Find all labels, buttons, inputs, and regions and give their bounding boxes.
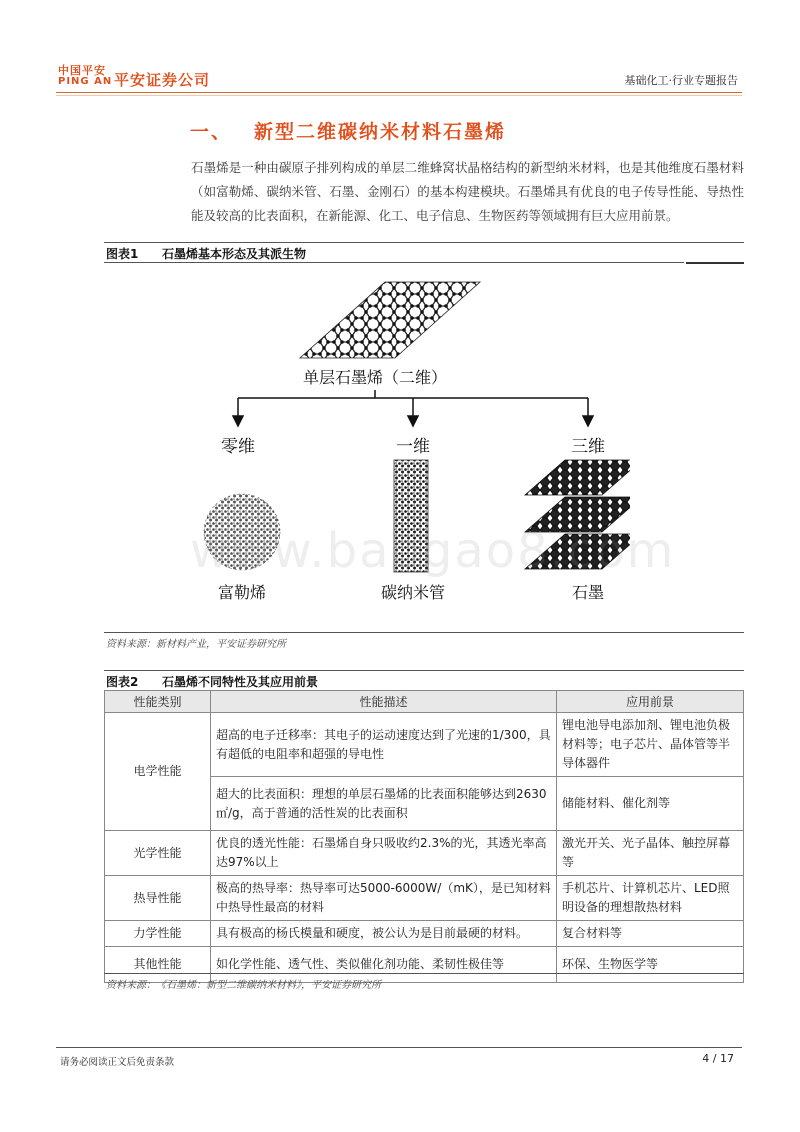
table-row: [105, 713, 744, 777]
dim-label-three: 三维: [571, 437, 605, 457]
figure1-label: 图表1: [106, 247, 139, 261]
row-description: 如化学性能、透气性、类似催化剂功能、柔韧性极佳等: [211, 947, 557, 983]
footer-divider: [56, 1047, 742, 1048]
figure1-top-rule: [104, 242, 744, 243]
top-label: 单层石墨烯（二维）: [302, 368, 448, 387]
row-category: 电学性能: [105, 713, 211, 831]
section-number: 一、: [190, 121, 233, 143]
table-row: [105, 876, 744, 921]
row-category: 力学性能: [105, 921, 211, 947]
figure2-bottom-rule: [104, 973, 744, 974]
figure1-caption-text: 石墨烯基本形态及其派生物: [162, 247, 307, 261]
row-application: 环保、生物医学等: [557, 947, 744, 983]
company-name: 平安证券公司: [114, 71, 211, 89]
branch-arrows: [233, 390, 593, 426]
row-application: 复合材料等: [557, 921, 744, 947]
logo-cn: 中国平安: [58, 64, 106, 77]
page-number: 4 / 17: [702, 1052, 734, 1065]
row-application: 手机芯片、计算机芯片、LED照明设备的理想散热材料: [557, 876, 744, 921]
row-application: 锂电池导电添加剂、锂电池负极材料等；电子芯片、晶体管等半导体器件: [557, 713, 744, 777]
table-row: [105, 831, 744, 876]
row-description: 超高的电子迁移率：其电子的运动速度达到了光速的1/300，具有超低的电阻率和超强的导电性: [211, 713, 557, 777]
row-description: 极高的热导率：热导率可达5000-6000W/（mK），是已知材料中热导性最高的材料: [211, 876, 557, 921]
header-divider-thin: [56, 95, 742, 96]
logo-en: PING AN: [58, 76, 113, 87]
footer-disclaimer[interactable]: 请务必阅读正文后免责条款: [60, 1057, 175, 1068]
figure2-caption-text: 石墨烯不同特性及其应用前景: [162, 675, 319, 689]
report-type: 基础化工·行业专题报告: [624, 74, 738, 87]
header-application: 应用前景: [557, 691, 744, 713]
header-divider: [56, 92, 742, 93]
figure1-caption: [106, 245, 306, 262]
figure2-source: 资料来源：《石墨烯：新型二维碳纳米材料》，平安证券研究所: [106, 980, 381, 991]
row-description: 具有极高的杨氏模量和硬度，被公认为是目前最硬的材料。: [211, 921, 557, 947]
row-application: 激光开关、光子晶体、触控屏幕等: [557, 831, 744, 876]
header-description: 性能描述: [211, 691, 557, 713]
row-application: 储能材料、催化剂等: [557, 777, 744, 831]
watermark: www.baogao8.com: [190, 523, 676, 579]
figure2-label: 图表2: [106, 675, 139, 689]
dim-label-zero: 零维: [221, 437, 255, 457]
header-category: 性能类别: [105, 691, 211, 713]
section-title: [190, 117, 506, 144]
table-row: [105, 921, 744, 947]
section-paragraph: 石墨烯是一种由碳原子排列构成的单层二维蜂窝状晶格结构的新型纳米材料，也是其他维度石墨材料（如富勒烯、碳纳米管、石墨、金刚石）的基本构建模块。石墨烯具有优良的电子传导性能、导热性能及较高的比表面积，在新能源、化工、电子信息、生物医药等领域拥有巨大应用前景。: [191, 160, 744, 223]
row-category: 热导性能: [105, 876, 211, 921]
figure1-caption-rule-accent: [686, 262, 744, 264]
section-title-text: 新型二维碳纳米材料石墨烯: [254, 121, 507, 143]
row-description: 优良的透光性能：石墨烯自身只吸收约2.3%的光，其透光率高达97%以上: [211, 831, 557, 876]
figure2-caption: [106, 673, 318, 690]
bottom-label-nanotube: 碳纳米管: [380, 583, 446, 602]
figure1-caption-rule: [104, 262, 684, 263]
figure1-source: 资料来源：新材料产业，平安证券研究所: [106, 639, 286, 650]
properties-table: [104, 690, 744, 983]
bottom-label-fullerene: 富勒烯: [217, 583, 267, 602]
row-category: 光学性能: [105, 831, 211, 876]
graphene-sheet-icon: [300, 282, 480, 358]
bottom-label-graphite: 石墨: [571, 583, 605, 602]
figure1-bottom-rule: [104, 632, 744, 633]
row-category: 其他性能: [105, 947, 211, 983]
figure2-top-rule: [104, 670, 744, 671]
table-header-row: [105, 691, 744, 713]
dim-label-one: 一维: [396, 437, 430, 457]
row-description: 超大的比表面积：理想的单层石墨烯的比表面积能够达到2630 ㎡/g，高于普通的活性炭的比表面积: [211, 777, 557, 831]
